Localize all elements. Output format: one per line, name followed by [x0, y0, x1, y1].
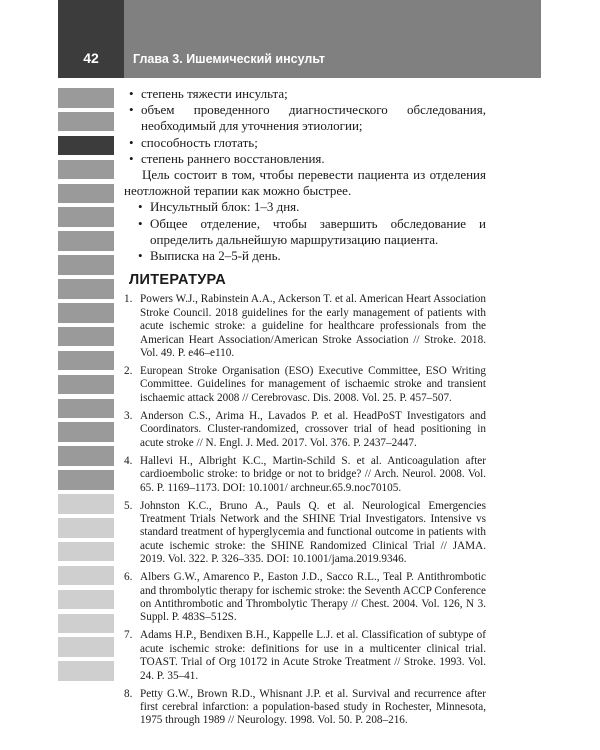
- reference-number: 5.: [124, 499, 133, 512]
- list-item-text: Общее отделение, чтобы завершить обследование и определить дальнейшую маршрутизацию пациента.: [150, 215, 486, 247]
- chapter-tab[interactable]: [58, 566, 114, 586]
- reference-item: [124, 688, 486, 728]
- goal-paragraph: Цель состоит в том, чтобы перевести пациента из отделения неотложной терапии как можно быстрее.: [124, 167, 486, 199]
- chapter-tab[interactable]: [58, 279, 114, 299]
- chapter-tab[interactable]: [58, 446, 114, 466]
- reference-text: Hallevi H., Albright K.C., Martin-Schild S. et al. Anticoagulation after cardioembolic stroke: to bridge or not to bridge? // Arch. Neurol. 2008. Vol. 65. P. 1169–1173. DOI: 10.1001/ archneur.65.9.noc70105.: [140, 454, 486, 494]
- chapter-tabs: [58, 88, 114, 685]
- section-title: ЛИТЕРАТУРА: [129, 272, 227, 289]
- reference-number: 2.: [124, 365, 133, 378]
- reference-number: 4.: [124, 454, 133, 467]
- criteria-list: [124, 86, 486, 167]
- reference-number: 7.: [124, 629, 133, 642]
- chapter-tab[interactable]: [58, 590, 114, 610]
- reference-number: 8.: [124, 687, 133, 700]
- chapter-tab[interactable]: [58, 422, 114, 442]
- stages-list: [124, 199, 486, 264]
- chapter-tab[interactable]: [58, 470, 114, 490]
- list-item-text: степень тяжести инсульта;: [141, 86, 288, 101]
- reference-item: [124, 293, 486, 360]
- chapter-tab[interactable]: [58, 661, 114, 681]
- bullet-icon: •: [138, 248, 143, 264]
- chapter-tab[interactable]: [58, 518, 114, 538]
- reference-text: Petty G.W., Brown R.D., Whisnant J.P. et al. Survival and recurrence after first cerebral infarction: a population-based study in Rochester, Minnesota, 1975 through 1989 // Neurology. 1998. Vol. 50. P. 208–216.: [140, 687, 486, 727]
- chapter-tab[interactable]: [58, 136, 114, 156]
- chapter-tab[interactable]: [58, 327, 114, 347]
- list-item-text: Выписка на 2–5-й день.: [150, 248, 281, 264]
- reference-item: [124, 571, 486, 625]
- page-number: 42: [83, 50, 99, 66]
- reference-item: [124, 455, 486, 495]
- chapter-tab[interactable]: [58, 160, 114, 180]
- bullet-icon: •: [138, 215, 143, 231]
- chapter-tab[interactable]: [58, 375, 114, 395]
- references-list: [124, 293, 486, 727]
- reference-item: [124, 410, 486, 450]
- list-item-text: Инсультный блок: 1–3 дня.: [150, 199, 300, 215]
- list-item: [124, 86, 486, 102]
- list-item-text: степень раннего восстановления.: [141, 150, 325, 166]
- chapter-tab[interactable]: [58, 184, 114, 204]
- reference-text: Johnston K.C., Bruno A., Pauls Q. et al. Neurological Emergencies Treatment Trials Network and the SHINE Trial Investigators. Intensive vs standard treatment of hyperglycemia and functional outcome in patients with acute ischemic stroke: the SHINE Randomized Clinical Trial // JAMA. 2019. Vol. 322. P. 326–335. DOI: 10.1001/jama.2019.9346.: [140, 499, 486, 566]
- chapter-tab[interactable]: [58, 112, 114, 132]
- chapter-tab[interactable]: [58, 637, 114, 657]
- chapter-tab[interactable]: [58, 494, 114, 514]
- reference-text: Anderson C.S., Arima H., Lavados P. et al. HeadPoST Investigators and Coordinators. Cluster-randomized, crossover trial of head positioning in acute stroke // N. Engl. J. Med. 2017. Vol. 376. P. 2437–2447.: [140, 409, 486, 449]
- list-item: [124, 199, 486, 215]
- list-item: [124, 151, 486, 167]
- header-chapter-bar: [124, 0, 541, 78]
- chapter-tab[interactable]: [58, 207, 114, 227]
- reference-text: Adams H.P., Bendixen B.H., Kappelle L.J. et al. Classification of subtype of acute ischemic stroke: definitions for use in a multicenter clinical trial. TOAST. Trial of Org 10172 in Acute Stroke Treatment // Stroke. 1993. Vol. 24. P. 35–41.: [140, 629, 486, 682]
- list-item-text: способность глотать;: [141, 134, 258, 150]
- bullet-icon: •: [129, 150, 134, 166]
- bullet-icon: •: [129, 134, 134, 150]
- page-content: [124, 86, 486, 732]
- list-item: [124, 216, 486, 248]
- chapter-tab[interactable]: [58, 542, 114, 562]
- list-item: [124, 135, 486, 151]
- chapter-tab[interactable]: [58, 351, 114, 371]
- chapter-tab[interactable]: [58, 614, 114, 634]
- bullet-icon: •: [129, 86, 134, 101]
- chapter-tab[interactable]: [58, 255, 114, 275]
- chapter-tab[interactable]: [58, 303, 114, 323]
- reference-number: 1.: [124, 293, 133, 306]
- list-item: [124, 248, 486, 264]
- chapter-title: Глава 3. Ишемический инсульт: [133, 52, 326, 66]
- reference-item: [124, 629, 486, 683]
- reference-text: European Stroke Organisation (ESO) Executive Committee, ESO Writing Committee. Guidelines for management of ischaemic stroke and transient ischaemic attack 2008 // Cerebrovasc. Dis. 2008. Vol. 25. P. 457–507.: [140, 365, 486, 404]
- list-item-text: объем проведенного диагностического обследования, необходимый для уточнения этиологии;: [141, 102, 486, 134]
- reference-number: 3.: [124, 409, 133, 422]
- bullet-icon: •: [138, 199, 143, 215]
- reference-text: Powers W.J., Rabinstein A.A., Ackerson T. et al. American Heart Association Stroke Council. 2018 guidelines for the early management of patients with acute ischemic stroke: a guideline for healthcare professionals from the American Heart Association/American Stroke Association // Stroke. 2018. Vol. 49. P. e46–e110.: [140, 293, 486, 360]
- header-page-number-block: [58, 0, 124, 78]
- list-item: [124, 102, 486, 134]
- chapter-tab[interactable]: [58, 231, 114, 251]
- reference-number: 6.: [124, 571, 133, 584]
- chapter-tab[interactable]: [58, 88, 114, 108]
- bullet-icon: •: [129, 102, 134, 118]
- chapter-tab[interactable]: [58, 399, 114, 419]
- reference-item: [124, 500, 486, 567]
- reference-item: [124, 365, 486, 405]
- reference-text: Albers G.W., Amarenco P., Easton J.D., Sacco R.L., Teal P. Antithrombotic and thrombolytic therapy for ischemic stroke: the Seventh ACCP Conference on Antithrombotic and Thrombolytic Therapy // Chest. 2004. Vol. 126, N 3. Suppl. P. 483S–512S.: [140, 571, 486, 624]
